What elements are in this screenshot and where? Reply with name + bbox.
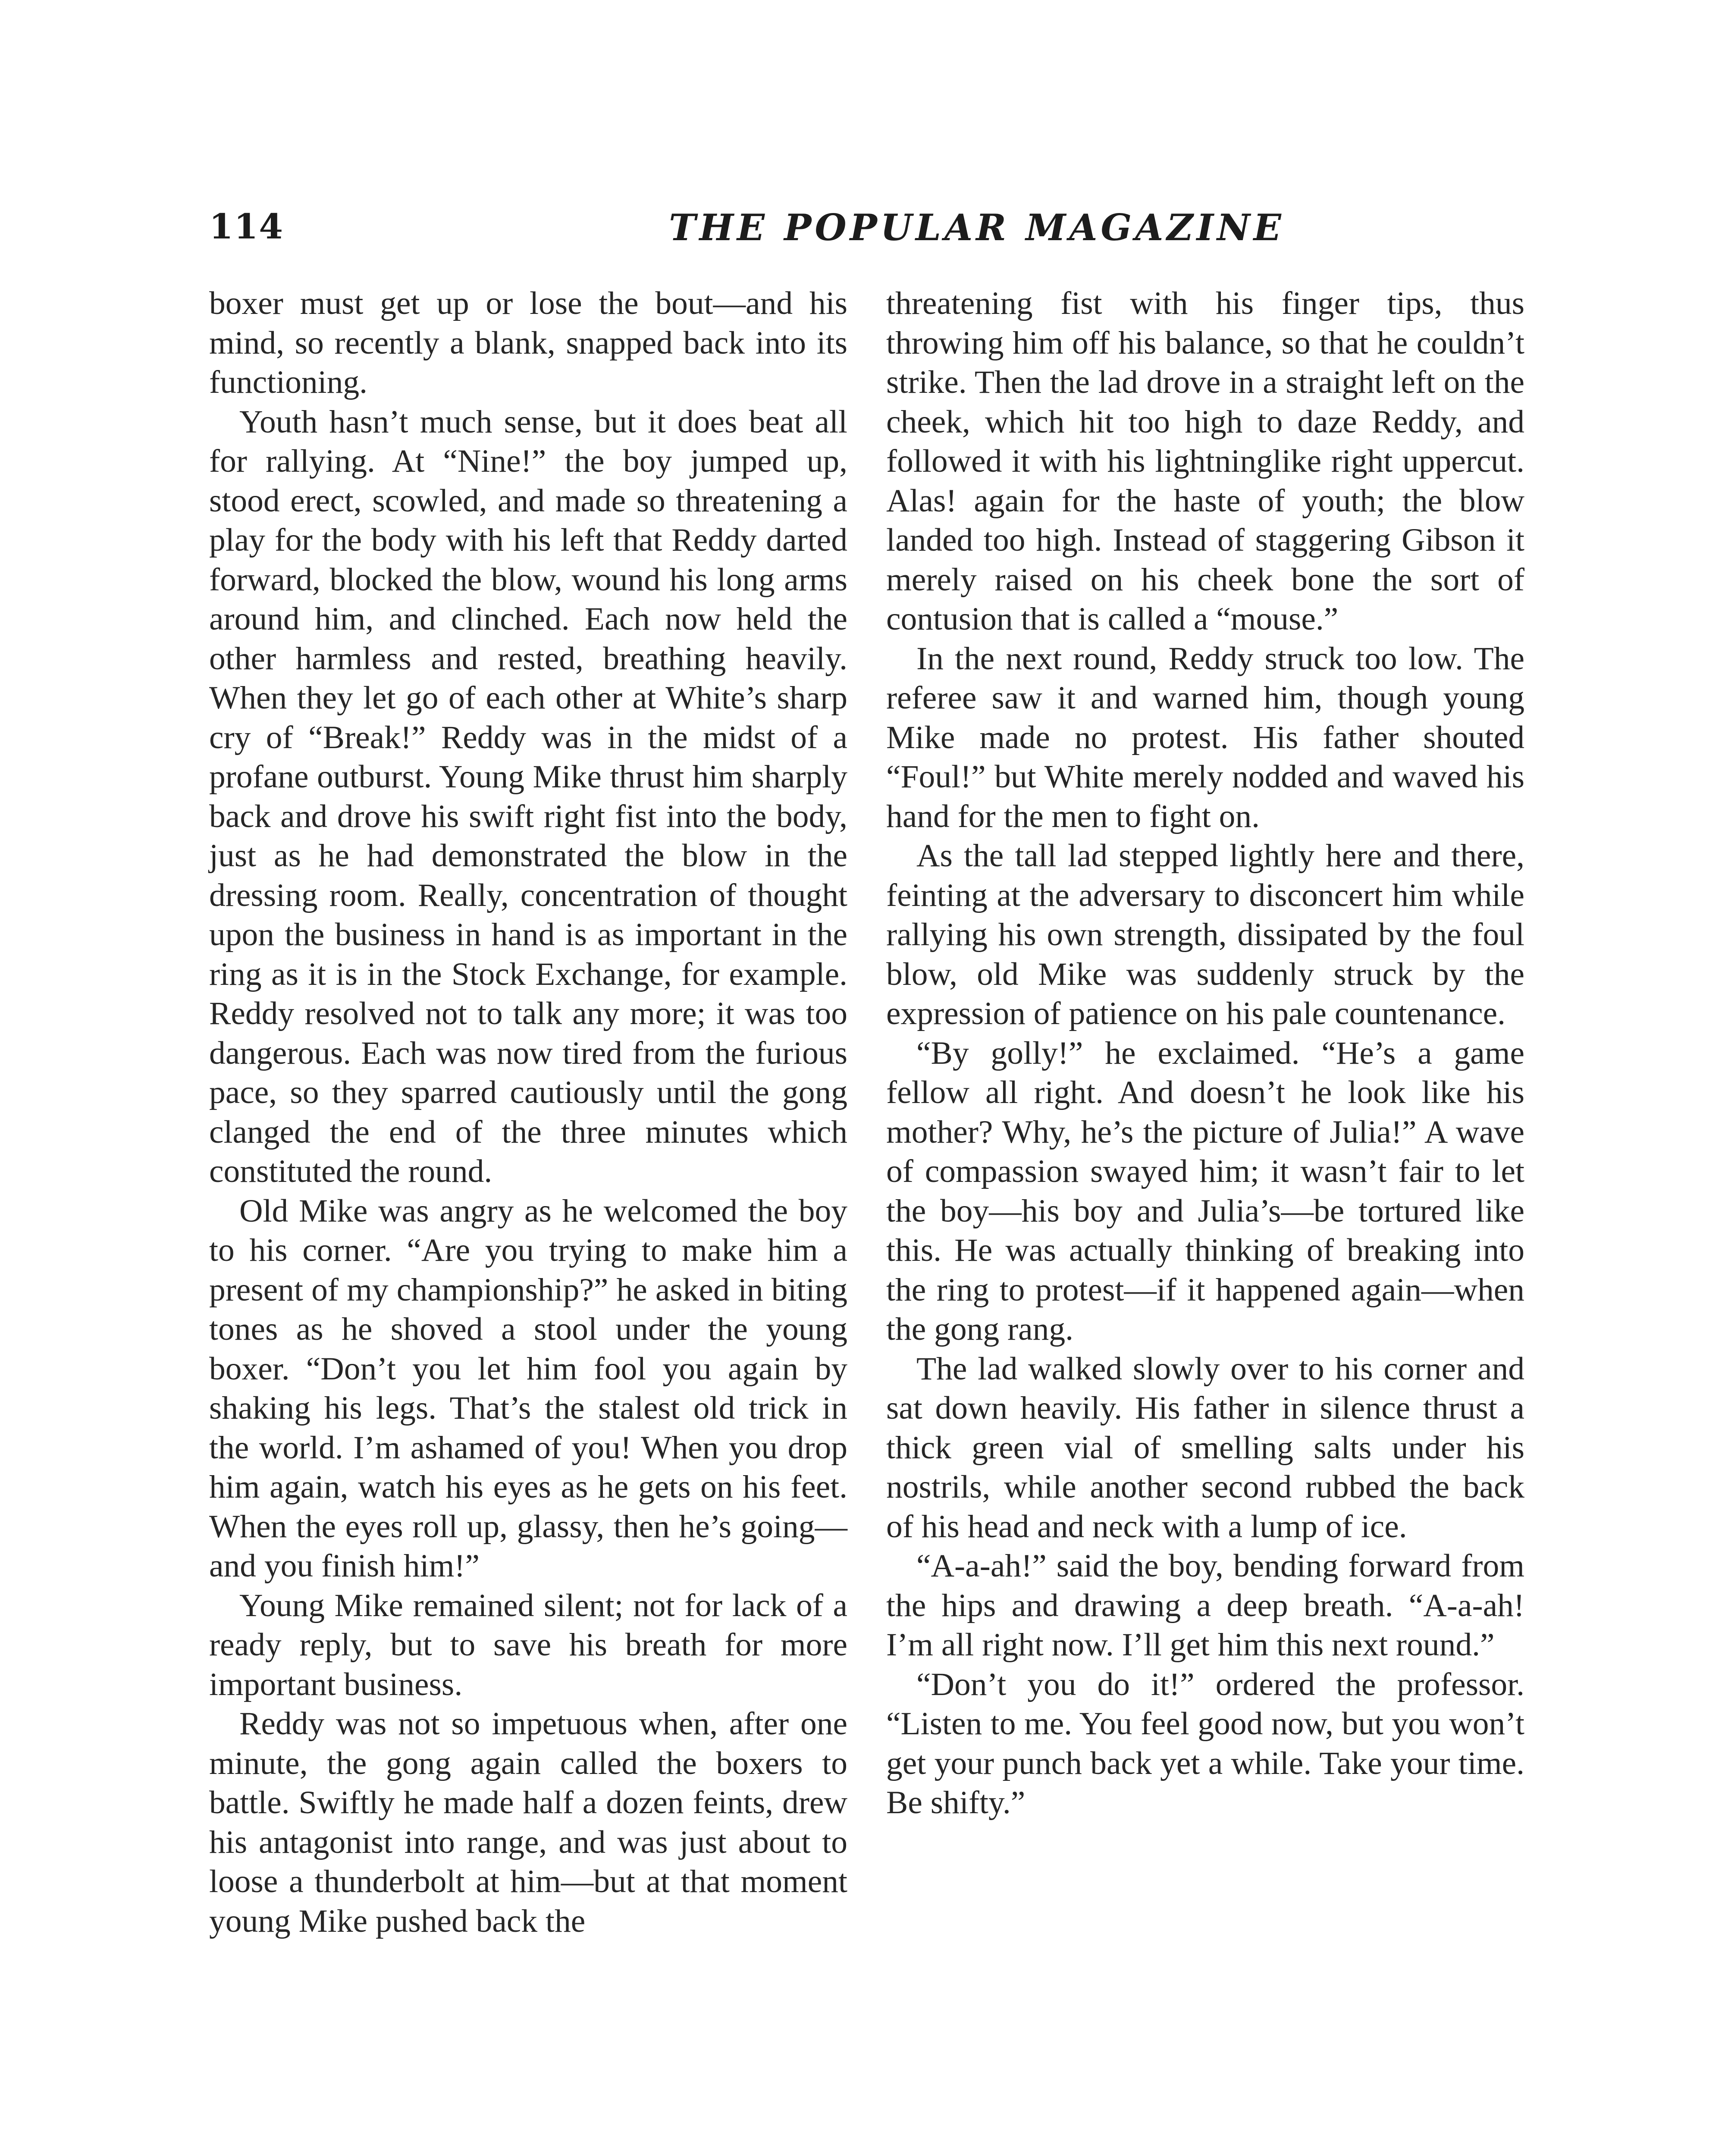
paragraph: “Don’t you do it!” ordered the professor. “Listen to me. You feel good now, but you won’t get your punch back yet a while. Take your time. Be shifty.” <box>886 1666 1524 1821</box>
paragraph: boxer must get up or lose the bout—and his mind, so recently a blank, snapped back into its functioning. <box>209 285 847 400</box>
paragraph: threatening fist with his finger tips, thus throwing him off his balance, so that he couldn’t strike. Then the lad drove in a straight left on the cheek, which hit too high to daze Reddy, and followed it with his lightninglike right uppercut. Alas! again for the haste of youth; the blow landed too high. Instead of staggering Gibson it merely raised on his cheek bone the sort of contusion that is called a “mouse.” <box>886 285 1524 637</box>
left-column <box>209 284 847 1941</box>
paragraph: “By golly!” he exclaimed. “He’s a game fellow all right. And doesn’t he look like his mother? Why, he’s the picture of Julia!” A wave of compassion swayed him; it wasn’t fair to let the boy—his boy and Julia’s—be tortured like this. He was actually thinking of breaking into the ring to protest—if it happened again—when the gong rang. <box>886 1035 1524 1347</box>
paragraph: Young Mike remained silent; not for lack of a ready reply, but to save his breath for more important business. <box>209 1587 847 1702</box>
paragraph: The lad walked slowly over to his corner and sat down heavily. His father in silence thrust a thick green vial of smelling salts under his nostrils, while another second rubbed the back of his head and neck with a lump of ice. <box>886 1351 1524 1545</box>
paragraph: Reddy was not so impetuous when, after one minute, the gong again called the boxers to battle. Swiftly he made half a dozen feints, drew his antagonist into range, and was just about to loose a thunderbolt at him—but at that moment young Mike pushed back the <box>209 1706 847 1939</box>
paragraph: As the tall lad stepped lightly here and there, feinting at the adversary to disconcert him while rallying his own strength, dissipated by the foul blow, old Mike was suddenly struck by the expression of patience on his pale countenance. <box>886 838 1524 1031</box>
running-title: THE POPULAR MAGAZINE <box>669 206 1285 249</box>
right-column <box>886 284 1524 1823</box>
page-header <box>209 206 1520 258</box>
paragraph: “A-a-ah!” said the boy, bending forward from the hips and drawing a deep breath. “A-a-ah! I’m all right now. I’ll get him this next round.” <box>886 1548 1524 1663</box>
page-number: 114 <box>209 206 284 247</box>
paragraph: In the next round, Reddy struck too low. The referee saw it and warned him, though young Mike made no protest. His father shouted “Foul!” but White merely nodded and waved his hand for the men to fight on. <box>886 640 1524 834</box>
paragraph: Old Mike was angry as he welcomed the boy to his corner. “Are you trying to make him a present of my championship?” he asked in biting tones as he shoved a stool under the young boxer. “Don’t you let him fool you again by shaking his legs. That’s the stalest old trick in the world. I’m ashamed of you! When you drop him again, watch his eyes as he gets on his feet. When the eyes roll up, glassy, then he’s going—and you finish him!” <box>209 1193 847 1584</box>
paragraph: Youth hasn’t much sense, but it does beat all for rallying. At “Nine!” the boy jumped up, stood erect, scowled, and made so threatening a play for the body with his left that Reddy darted forward, blocked the blow, wound his long arms around him, and clinched. Each now held the other harmless and rested, breathing heavily. When they let go of each other at White’s sharp cry of “Break!” Reddy was in the midst of a profane outburst. Young Mike thrust him sharply back and drove his swift right fist into the body, just as he had demonstrated the blow in the dressing room. Really, concentration of thought upon the business in hand is as important in the ring as it is in the Stock Exchange, for example. Reddy resolved not to talk any more; it was too dangerous. Each was now tired from the furious pace, so they sparred cautiously until the gong clanged the end of the three minutes which constituted the round. <box>209 404 847 1189</box>
